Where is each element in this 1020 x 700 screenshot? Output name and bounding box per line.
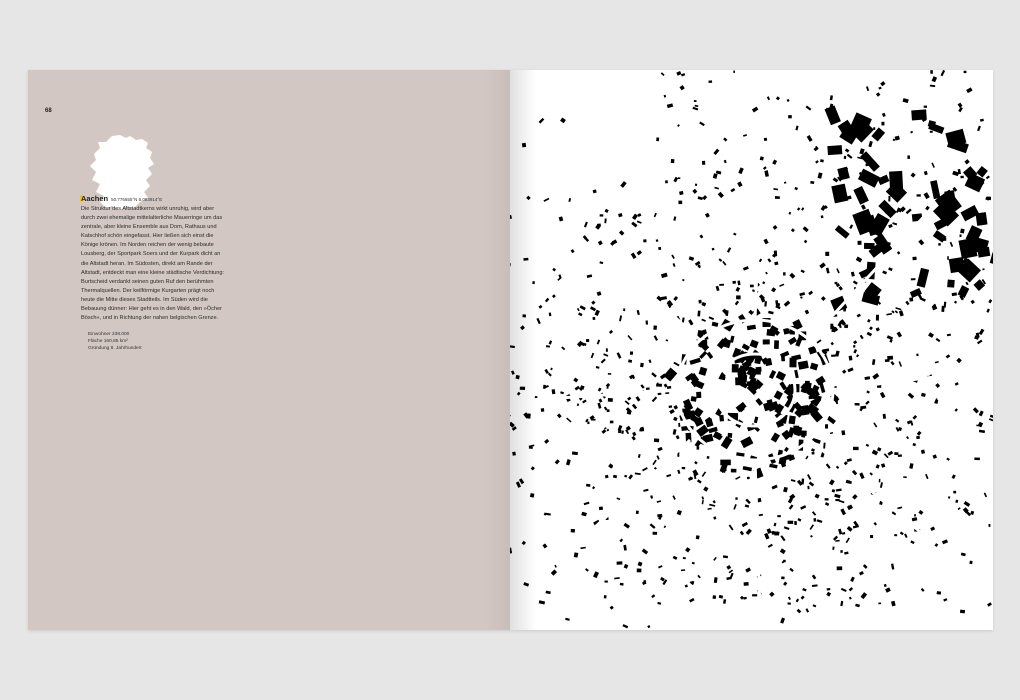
building-block bbox=[646, 320, 649, 324]
building-block bbox=[541, 408, 545, 412]
building-block bbox=[835, 282, 838, 284]
building-block bbox=[789, 358, 796, 368]
building-block bbox=[656, 137, 659, 141]
building-block bbox=[653, 532, 658, 535]
body-line: Könige krönen. Im Norden reichen der wenig bebaute bbox=[81, 242, 214, 249]
building-block bbox=[512, 426, 517, 431]
building-block bbox=[516, 481, 521, 487]
building-block bbox=[774, 340, 779, 349]
building-block bbox=[738, 375, 748, 383]
building-block bbox=[646, 387, 650, 390]
building-block bbox=[599, 507, 603, 511]
body-line: Katschhof schön eingefasst. Hier ließen sich einst die bbox=[81, 233, 214, 240]
building-block bbox=[930, 131, 933, 133]
building-block bbox=[736, 295, 741, 299]
building-block bbox=[639, 429, 642, 431]
building-block bbox=[719, 284, 724, 286]
building-block bbox=[699, 300, 702, 304]
building-block bbox=[694, 100, 697, 102]
building-block bbox=[811, 452, 814, 455]
building-block bbox=[510, 414, 511, 420]
building-block bbox=[607, 409, 610, 412]
map-background bbox=[510, 70, 993, 630]
building-block bbox=[522, 143, 526, 148]
building-block bbox=[855, 403, 860, 406]
building-block bbox=[520, 387, 525, 390]
building-block bbox=[709, 80, 713, 83]
building-block bbox=[604, 595, 607, 598]
building-block bbox=[869, 262, 872, 264]
building-block bbox=[691, 396, 697, 402]
building-block bbox=[825, 252, 829, 256]
building-block bbox=[960, 176, 963, 179]
building-block bbox=[517, 392, 521, 396]
building-block bbox=[678, 177, 681, 179]
building-block bbox=[774, 532, 777, 536]
building-block bbox=[608, 373, 611, 375]
building-block bbox=[678, 423, 680, 427]
building-block bbox=[587, 422, 589, 425]
building-block bbox=[771, 531, 774, 535]
figure-ground-map bbox=[510, 70, 993, 630]
city-heading bbox=[81, 194, 261, 204]
building-block bbox=[600, 214, 604, 216]
body-line: Thermalquellen. Der keilförmige Kurgarten prägt noch bbox=[81, 287, 215, 294]
building-block bbox=[656, 384, 662, 387]
building-block bbox=[511, 370, 515, 374]
building-block bbox=[831, 355, 836, 357]
building-block bbox=[592, 317, 595, 320]
building-block bbox=[827, 588, 831, 591]
building-block bbox=[574, 552, 579, 557]
building-block bbox=[586, 484, 590, 487]
right-page bbox=[510, 70, 993, 630]
building-block bbox=[637, 569, 642, 573]
building-block bbox=[658, 247, 661, 250]
building-block bbox=[783, 560, 786, 562]
building-block bbox=[665, 180, 668, 183]
left-page bbox=[28, 70, 510, 630]
building-block bbox=[916, 436, 920, 439]
building-block bbox=[916, 354, 918, 357]
body-line: Die Struktur des Altstadtkerns wirkt unruhig, wird aber bbox=[81, 206, 215, 212]
building-block bbox=[515, 375, 519, 379]
building-block bbox=[747, 477, 750, 480]
building-block bbox=[531, 466, 535, 470]
building-block bbox=[532, 281, 535, 284]
building-block bbox=[678, 201, 682, 204]
building-block bbox=[853, 447, 859, 450]
city-facts bbox=[88, 331, 261, 352]
building-block bbox=[712, 248, 715, 251]
building-block bbox=[640, 363, 644, 368]
building-block bbox=[947, 280, 955, 288]
body-line: Bebauung dünner: Hier geht es in den Wald, den »Öcher bbox=[81, 306, 222, 313]
building-block bbox=[643, 239, 646, 242]
building-block bbox=[813, 518, 816, 522]
building-block bbox=[960, 610, 965, 614]
building-block bbox=[853, 345, 855, 348]
building-block bbox=[969, 561, 972, 564]
building-block bbox=[881, 122, 884, 126]
building-block bbox=[696, 535, 700, 539]
building-block bbox=[876, 315, 879, 321]
building-block bbox=[523, 582, 529, 586]
city-description bbox=[81, 194, 261, 352]
building-block bbox=[526, 196, 531, 201]
building-block bbox=[522, 541, 526, 545]
building-block bbox=[527, 413, 531, 418]
building-block bbox=[974, 458, 980, 461]
building-block bbox=[775, 196, 780, 199]
building-block bbox=[840, 550, 842, 553]
building-block bbox=[827, 145, 842, 155]
building-block bbox=[898, 454, 902, 457]
building-block bbox=[586, 339, 589, 342]
building-block bbox=[696, 392, 701, 398]
building-block bbox=[959, 234, 961, 237]
building-block bbox=[683, 557, 686, 559]
building-block bbox=[858, 241, 862, 245]
building-block bbox=[844, 324, 848, 328]
building-block bbox=[870, 535, 873, 538]
building-block bbox=[781, 576, 785, 579]
building-block bbox=[728, 433, 733, 438]
building-block bbox=[713, 595, 717, 599]
building-block bbox=[776, 303, 780, 306]
city-coordinates: 50.776655°N 6.083914°E bbox=[111, 197, 163, 202]
founded-fact: Gründung 8. Jahrhundert bbox=[88, 346, 142, 352]
building-block bbox=[697, 447, 700, 450]
building-block bbox=[789, 416, 796, 425]
building-block bbox=[801, 478, 804, 484]
building-block bbox=[530, 493, 534, 498]
building-block bbox=[735, 497, 738, 500]
building-block bbox=[617, 561, 623, 564]
building-block bbox=[894, 452, 898, 455]
building-block bbox=[707, 456, 710, 459]
building-block bbox=[821, 215, 824, 218]
building-block bbox=[937, 591, 942, 595]
body-line: Bösch«, und in Richtung der nahen belgischen Grenze. bbox=[81, 315, 219, 322]
building-block bbox=[732, 281, 736, 284]
building-block bbox=[783, 272, 786, 275]
building-block bbox=[752, 594, 757, 596]
building-block bbox=[529, 445, 535, 448]
building-block bbox=[529, 446, 533, 449]
building-block bbox=[510, 345, 515, 348]
building-block bbox=[520, 325, 525, 330]
building-block bbox=[510, 548, 512, 554]
building-block bbox=[653, 325, 657, 329]
body-line: Burtscheid verdankt seinen guten Ruf den berühmten bbox=[81, 278, 214, 285]
building-block bbox=[546, 345, 550, 347]
building-block bbox=[788, 115, 792, 118]
building-block bbox=[924, 106, 927, 108]
building-block bbox=[826, 108, 830, 112]
building-block bbox=[800, 430, 807, 435]
building-block bbox=[947, 256, 949, 260]
building-block bbox=[591, 419, 596, 421]
building-block bbox=[719, 415, 724, 422]
building-block bbox=[512, 452, 516, 456]
building-block bbox=[523, 258, 528, 261]
building-block bbox=[930, 70, 933, 74]
area-fact: Fläche 160,85 km² bbox=[88, 339, 128, 345]
building-block bbox=[911, 278, 916, 280]
building-block bbox=[879, 479, 881, 483]
building-block bbox=[750, 285, 754, 288]
building-block bbox=[608, 398, 613, 402]
building-block bbox=[606, 348, 608, 351]
building-block bbox=[807, 486, 809, 490]
building-block bbox=[636, 511, 639, 515]
body-line: Lousberg, der Sportpark Soers und der Kurpark dicht an bbox=[81, 251, 221, 258]
building-block bbox=[794, 521, 797, 525]
building-block bbox=[787, 602, 790, 604]
building-block bbox=[873, 127, 875, 130]
building-block bbox=[510, 263, 511, 267]
body-line: die Altstadt heran. Im Südosten, direkt am Rande der bbox=[81, 260, 213, 267]
building-block bbox=[610, 421, 614, 424]
building-block bbox=[733, 71, 735, 73]
building-block bbox=[744, 582, 749, 586]
building-block bbox=[720, 460, 731, 466]
population-fact: Einwohner 238.000 bbox=[88, 332, 130, 338]
building-block bbox=[623, 308, 625, 311]
building-block bbox=[989, 524, 991, 527]
building-block bbox=[697, 311, 700, 317]
body-text bbox=[81, 205, 261, 323]
building-block bbox=[909, 297, 913, 301]
building-block bbox=[837, 566, 843, 570]
building-block bbox=[912, 257, 916, 261]
building-block bbox=[887, 356, 893, 360]
building-block bbox=[519, 478, 524, 484]
building-block bbox=[571, 529, 575, 533]
building-block bbox=[760, 156, 764, 160]
building-block bbox=[825, 498, 829, 500]
building-block bbox=[543, 385, 546, 389]
building-block bbox=[510, 215, 512, 219]
building-block bbox=[917, 194, 921, 196]
building-block bbox=[964, 71, 967, 73]
building-block bbox=[830, 324, 833, 330]
building-block bbox=[523, 412, 529, 418]
building-block bbox=[888, 196, 890, 202]
page-number: 68 bbox=[45, 108, 52, 114]
building-block bbox=[671, 159, 675, 163]
body-line: Altstadt, entdeckt man eine kleine städtische Verdichtung: bbox=[81, 269, 225, 276]
building-block bbox=[763, 339, 770, 344]
book-spread bbox=[28, 70, 993, 630]
building-block bbox=[894, 534, 897, 536]
city-name: Aachen bbox=[81, 194, 109, 203]
building-block bbox=[976, 212, 988, 226]
building-block bbox=[903, 476, 907, 478]
building-block bbox=[654, 438, 659, 442]
body-line: zentrale, aber kleine Ensemble aus Dom, Rathaus und bbox=[81, 224, 217, 231]
building-block bbox=[949, 257, 965, 273]
building-block bbox=[731, 469, 737, 473]
building-block bbox=[777, 515, 781, 517]
building-block bbox=[756, 368, 761, 374]
building-block bbox=[788, 521, 794, 524]
building-block bbox=[764, 138, 767, 141]
building-block bbox=[849, 356, 853, 361]
building-block bbox=[907, 155, 910, 159]
building-block bbox=[695, 183, 697, 186]
building-block bbox=[878, 603, 881, 605]
body-line: heute die Mitte dieses Stadtteils. Im Süden wird die bbox=[81, 296, 208, 303]
building-block bbox=[844, 156, 847, 159]
building-block bbox=[630, 351, 633, 354]
building-block bbox=[682, 467, 685, 469]
body-line: durch zwei ehemalige mittelalterliche Mauerringe um das bbox=[81, 215, 223, 222]
building-block bbox=[522, 314, 526, 317]
building-block bbox=[825, 424, 828, 428]
building-block bbox=[604, 581, 607, 583]
building-block bbox=[510, 422, 515, 428]
building-block bbox=[953, 491, 956, 494]
building-block bbox=[702, 161, 705, 165]
